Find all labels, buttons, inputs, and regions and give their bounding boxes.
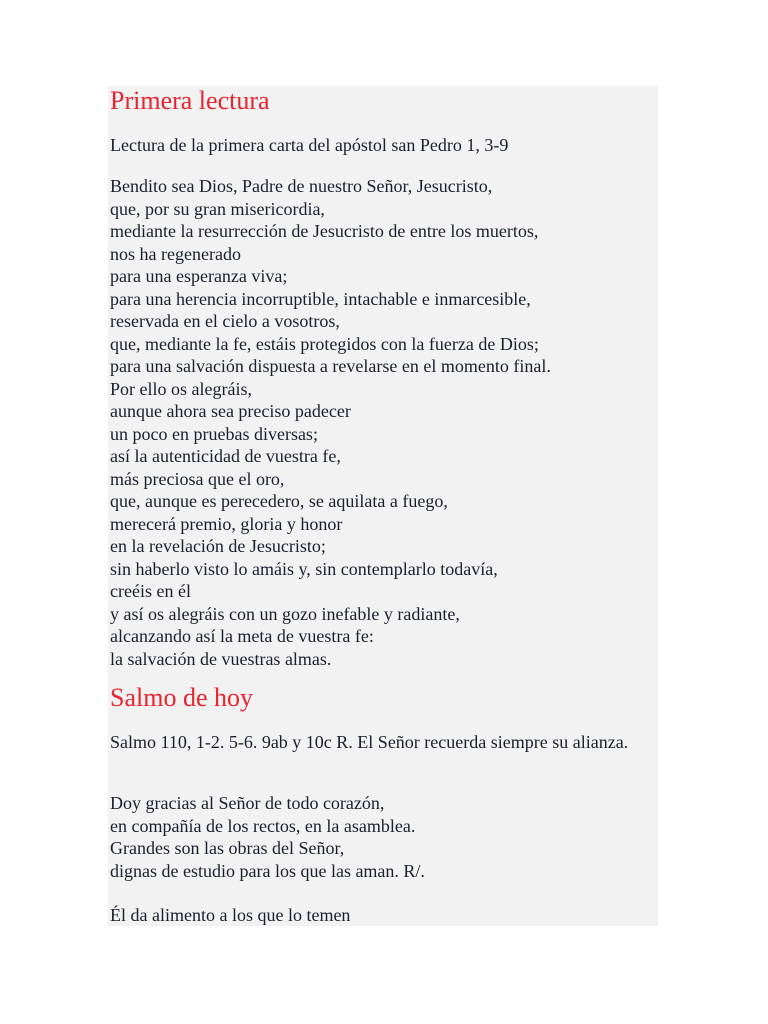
reading-citation: Lectura de la primera carta del apóstol san Pedro 1, 3-9 <box>110 135 509 155</box>
verse-line: merecerá premio, gloria y honor <box>110 513 343 534</box>
section-heading-salmo-de-hoy: Salmo de hoy <box>110 683 253 712</box>
verse-line: la salvación de vuestras almas. <box>110 648 332 669</box>
verse-line: que, mediante la fe, estáis protegidos con la fuerza de Dios; <box>110 333 539 354</box>
verse-line: para una herencia incorruptible, intachable e inmarcesible, <box>110 288 531 309</box>
verse-line: para una esperanza viva; <box>110 266 288 286</box>
verse-line: y así os alegráis con un gozo inefable y radiante, <box>110 603 460 624</box>
verse-line: que, por su gran misericordia, <box>110 198 325 219</box>
verse-line: dignas de estudio para los que las aman. R/. <box>110 860 425 881</box>
verse-line: en compañía de los rectos, en la asamblea. <box>110 815 416 836</box>
psalm-stanza <box>110 792 425 882</box>
verse-line: mediante la resurrección de Jesucristo de entre los muertos, <box>110 221 539 241</box>
verse-line: alcanzando así la meta de vuestra fe: <box>110 626 374 646</box>
section-heading-primera-lectura: Primera lectura <box>110 86 270 115</box>
psalm-stanza <box>110 904 350 926</box>
verse-line: Por ello os alegráis, <box>110 378 252 399</box>
psalm-citation: Salmo 110, 1-2. 5-6. 9ab y 10c R. El Señor recuerda siempre su alianza. <box>110 732 629 752</box>
verse-line: en la revelación de Jesucristo; <box>110 536 326 556</box>
reading-text <box>110 175 551 670</box>
verse-line: así la autenticidad de vuestra fe, <box>110 446 341 466</box>
verse-line: sin haberlo visto lo amáis y, sin contemplarlo todavía, <box>110 558 498 579</box>
verse-line: aunque ahora sea preciso padecer <box>110 401 351 421</box>
verse-line: que, aunque es perecedero, se aquilata a fuego, <box>110 491 448 511</box>
document-page <box>108 86 658 926</box>
verse-line: Grandes son las obras del Señor, <box>110 838 345 858</box>
verse-line: creéis en él <box>110 581 191 601</box>
verse-line: Él da alimento a los que lo temen <box>110 905 351 925</box>
verse-line: Doy gracias al Señor de todo corazón, <box>110 793 385 813</box>
verse-line: más preciosa que el oro, <box>110 468 285 489</box>
verse-line: Bendito sea Dios, Padre de nuestro Señor, Jesucristo, <box>110 176 493 196</box>
verse-line: un poco en pruebas diversas; <box>110 423 318 444</box>
verse-line: nos ha regenerado <box>110 243 241 264</box>
verse-line: para una salvación dispuesta a revelarse en el momento final. <box>110 356 551 376</box>
verse-line: reservada en el cielo a vosotros, <box>110 311 340 331</box>
